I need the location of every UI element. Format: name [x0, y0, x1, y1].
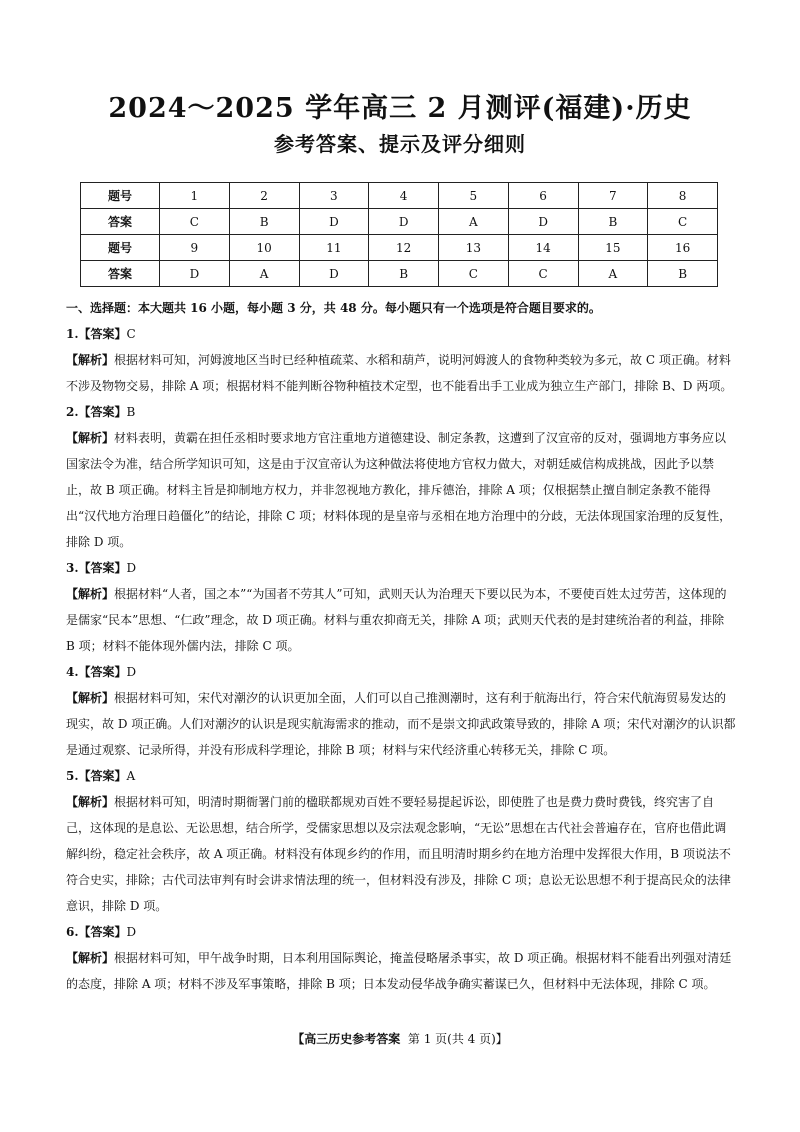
answer-cell: B — [578, 209, 648, 235]
explanation-text: 根据材料可知，宋代对潮汐的认识更加全面，人们可以自己推测潮时，这有利于航海出行，符合宋代航海贸易发达的现实，故 D 项正确。人们对潮汐的认识是现实航海需求的推动，而不是崇文抑武政策导致的，排除 A 项；宋代对潮汐的认识都是通过观察、记录所得，并没有形成科学理论，排除 B 项；材料与宋代经济重心转移无关，排除 C 项。 — [66, 691, 736, 757]
question-number: 4. — [66, 665, 79, 679]
question-number: 3 — [299, 183, 369, 209]
question-explanation — [66, 789, 736, 919]
answer-cell: A — [439, 209, 509, 235]
question-explanation — [66, 581, 736, 659]
question-number: 14 — [508, 235, 578, 261]
answer-cell: D — [369, 209, 439, 235]
answer-tag: 【答案】 — [78, 561, 127, 575]
question-answer: B — [126, 405, 136, 419]
answer-tag: 【答案】 — [78, 405, 127, 419]
explain-tag: 【解析】 — [66, 587, 115, 601]
question-answer: D — [126, 925, 137, 939]
answer-tag: 【答案】 — [78, 925, 127, 939]
answer-tag: 【答案】 — [78, 665, 127, 679]
question-answer: A — [126, 769, 136, 783]
question-block-3 — [66, 555, 736, 659]
answer-cell: B — [648, 261, 718, 287]
row-label-answer: 答案 — [81, 209, 160, 235]
question-number: 4 — [369, 183, 439, 209]
answer-cell: C — [508, 261, 578, 287]
question-answer: D — [126, 665, 137, 679]
question-number: 16 — [648, 235, 718, 261]
row-label-question: 题号 — [81, 183, 160, 209]
answer-cell: B — [229, 209, 299, 235]
question-block-2 — [66, 399, 736, 555]
answer-tag: 【答案】 — [78, 327, 127, 341]
explain-tag: 【解析】 — [66, 691, 115, 705]
question-number: 6 — [508, 183, 578, 209]
answer-cell: C — [439, 261, 509, 287]
answer-cell: D — [508, 209, 578, 235]
explain-tag: 【解析】 — [66, 353, 115, 367]
question-number: 2 — [229, 183, 299, 209]
explain-tag: 【解析】 — [66, 431, 115, 445]
table-row-answers-1 — [81, 209, 718, 235]
question-explanation — [66, 347, 736, 399]
question-number: 12 — [369, 235, 439, 261]
question-explanation — [66, 425, 736, 555]
question-block-6 — [66, 919, 736, 997]
question-number: 1 — [160, 183, 230, 209]
answer-explanations — [66, 295, 736, 997]
question-block-1 — [66, 321, 736, 399]
answer-cell: C — [648, 209, 718, 235]
answer-tag: 【答案】 — [78, 769, 127, 783]
answer-table — [80, 182, 718, 287]
answer-cell: D — [299, 261, 369, 287]
answer-cell: A — [578, 261, 648, 287]
question-answer-line — [66, 399, 736, 425]
answer-cell: D — [160, 261, 230, 287]
question-answer: C — [126, 327, 136, 341]
question-answer-line — [66, 555, 736, 581]
question-number: 3. — [66, 561, 79, 575]
question-block-5 — [66, 763, 736, 919]
answer-cell: B — [369, 261, 439, 287]
question-number: 15 — [578, 235, 648, 261]
answer-cell: C — [160, 209, 230, 235]
question-answer-line — [66, 321, 736, 347]
row-label-question: 题号 — [81, 235, 160, 261]
page-footer — [0, 1030, 800, 1047]
question-explanation — [66, 685, 736, 763]
footer-page-number: 第 1 页(共 4 页)】 — [407, 1032, 508, 1046]
question-number: 7 — [578, 183, 648, 209]
question-answer-line — [66, 763, 736, 789]
question-number: 10 — [229, 235, 299, 261]
table-row-answers-2 — [81, 261, 718, 287]
table-row-numbers-2 — [81, 235, 718, 261]
page-subtitle: 参考答案、提示及评分细则 — [274, 132, 526, 156]
question-number: 13 — [439, 235, 509, 261]
explanation-text: 根据材料可知，甲午战争时期，日本利用国际舆论，掩盖侵略屠杀事实，故 D 项正确。根据材料不能看出列强对清廷的态度，排除 A 项；材料不涉及军事策略，排除 B 项；日本发动侵华战争确实蓄谋已久，但材料中无法体现，排除 C 项。 — [66, 951, 732, 991]
question-number: 1. — [66, 327, 79, 341]
answer-cell: A — [229, 261, 299, 287]
page-title: 2024～2025 学年高三 2 月测评(福建)·历史 — [108, 93, 692, 124]
question-number: 8 — [648, 183, 718, 209]
question-number: 5 — [439, 183, 509, 209]
footer-label: 【高三历史参考答案 — [292, 1032, 401, 1046]
question-number: 11 — [299, 235, 369, 261]
question-answer: D — [126, 561, 137, 575]
question-answer-line — [66, 659, 736, 685]
answer-cell: D — [299, 209, 369, 235]
explanation-text: 根据材料“人者，国之本”“为国者不劳其人”可知，武则天认为治理天下要以民为本，不要使百姓太过劳苦，这体现的是儒家“民本”思想、“仁政”理念，故 D 项正确。材料与重农抑商无关，排除 A 项；武则天代表的是封建统治者的利益，排除 B 项；材料不能体现外儒内法，排除 C 项。 — [66, 587, 727, 653]
explanation-text: 材料表明，黄霸在担任丞相时要求地方官注重地方道德建设、制定条教，这遭到了汉宣帝的反对，强调地方事务应以国家法令为准，结合所学知识可知，这是由于汉宣帝认为这种做法将使地方官权力做大，对朝廷威信构成挑战，因此予以禁止，故 B 项正确。材料主旨是抑制地方权力，并非忽视地方教化，排斥德治，排除 A 项；仅根据禁止擅自制定条教不能得出“汉代地方治理日趋僵化”的结论，排除 C 项；材料体现的是皇帝与丞相在地方治理中的分歧，无法体现国家治理的反复性，排除 D 项。 — [66, 431, 732, 549]
question-number: 2. — [66, 405, 79, 419]
question-answer-line — [66, 919, 736, 945]
explain-tag: 【解析】 — [66, 795, 115, 809]
table-row-numbers-1 — [81, 183, 718, 209]
question-number: 5. — [66, 769, 79, 783]
explain-tag: 【解析】 — [66, 951, 115, 965]
explanation-text: 根据材料可知，明清时期衙署门前的楹联都规劝百姓不要轻易提起诉讼，即使胜了也是费力费时费钱，终究害了自己，这体现的是息讼、无讼思想，结合所学，受儒家思想以及宗法观念影响，“无讼”思想在古代社会普遍存在，官府也借此调解纠纷，稳定社会秩序，故 A 项正确。材料没有体现乡约的作用，而且明清时期乡约在地方治理中发挥很大作用，B 项说法不符合史实，排除；古代司法审判有时会讲求情法理的统一，但材料没有涉及，排除 C 项；息讼无讼思想不利于提高民众的法律意识，排除 D 项。 — [66, 795, 731, 913]
question-number: 9 — [160, 235, 230, 261]
section-heading: 一、选择题：本大题共 16 小题，每小题 3 分，共 48 分。每小题只有一个选项是符合题目要求的。 — [66, 301, 601, 315]
row-label-answer: 答案 — [81, 261, 160, 287]
question-number: 6. — [66, 925, 79, 939]
question-block-4 — [66, 659, 736, 763]
explanation-text: 根据材料可知，河姆渡地区当时已经种植疏菜、水稻和葫芦，说明河姆渡人的食物种类较为多元，故 C 项正确。材料不涉及物物交易，排除 A 项；根据材料不能判断谷物种植技术定型，也不能看出手工业成为独立生产部门，排除 B、D 两项。 — [66, 353, 733, 393]
question-explanation — [66, 945, 736, 997]
